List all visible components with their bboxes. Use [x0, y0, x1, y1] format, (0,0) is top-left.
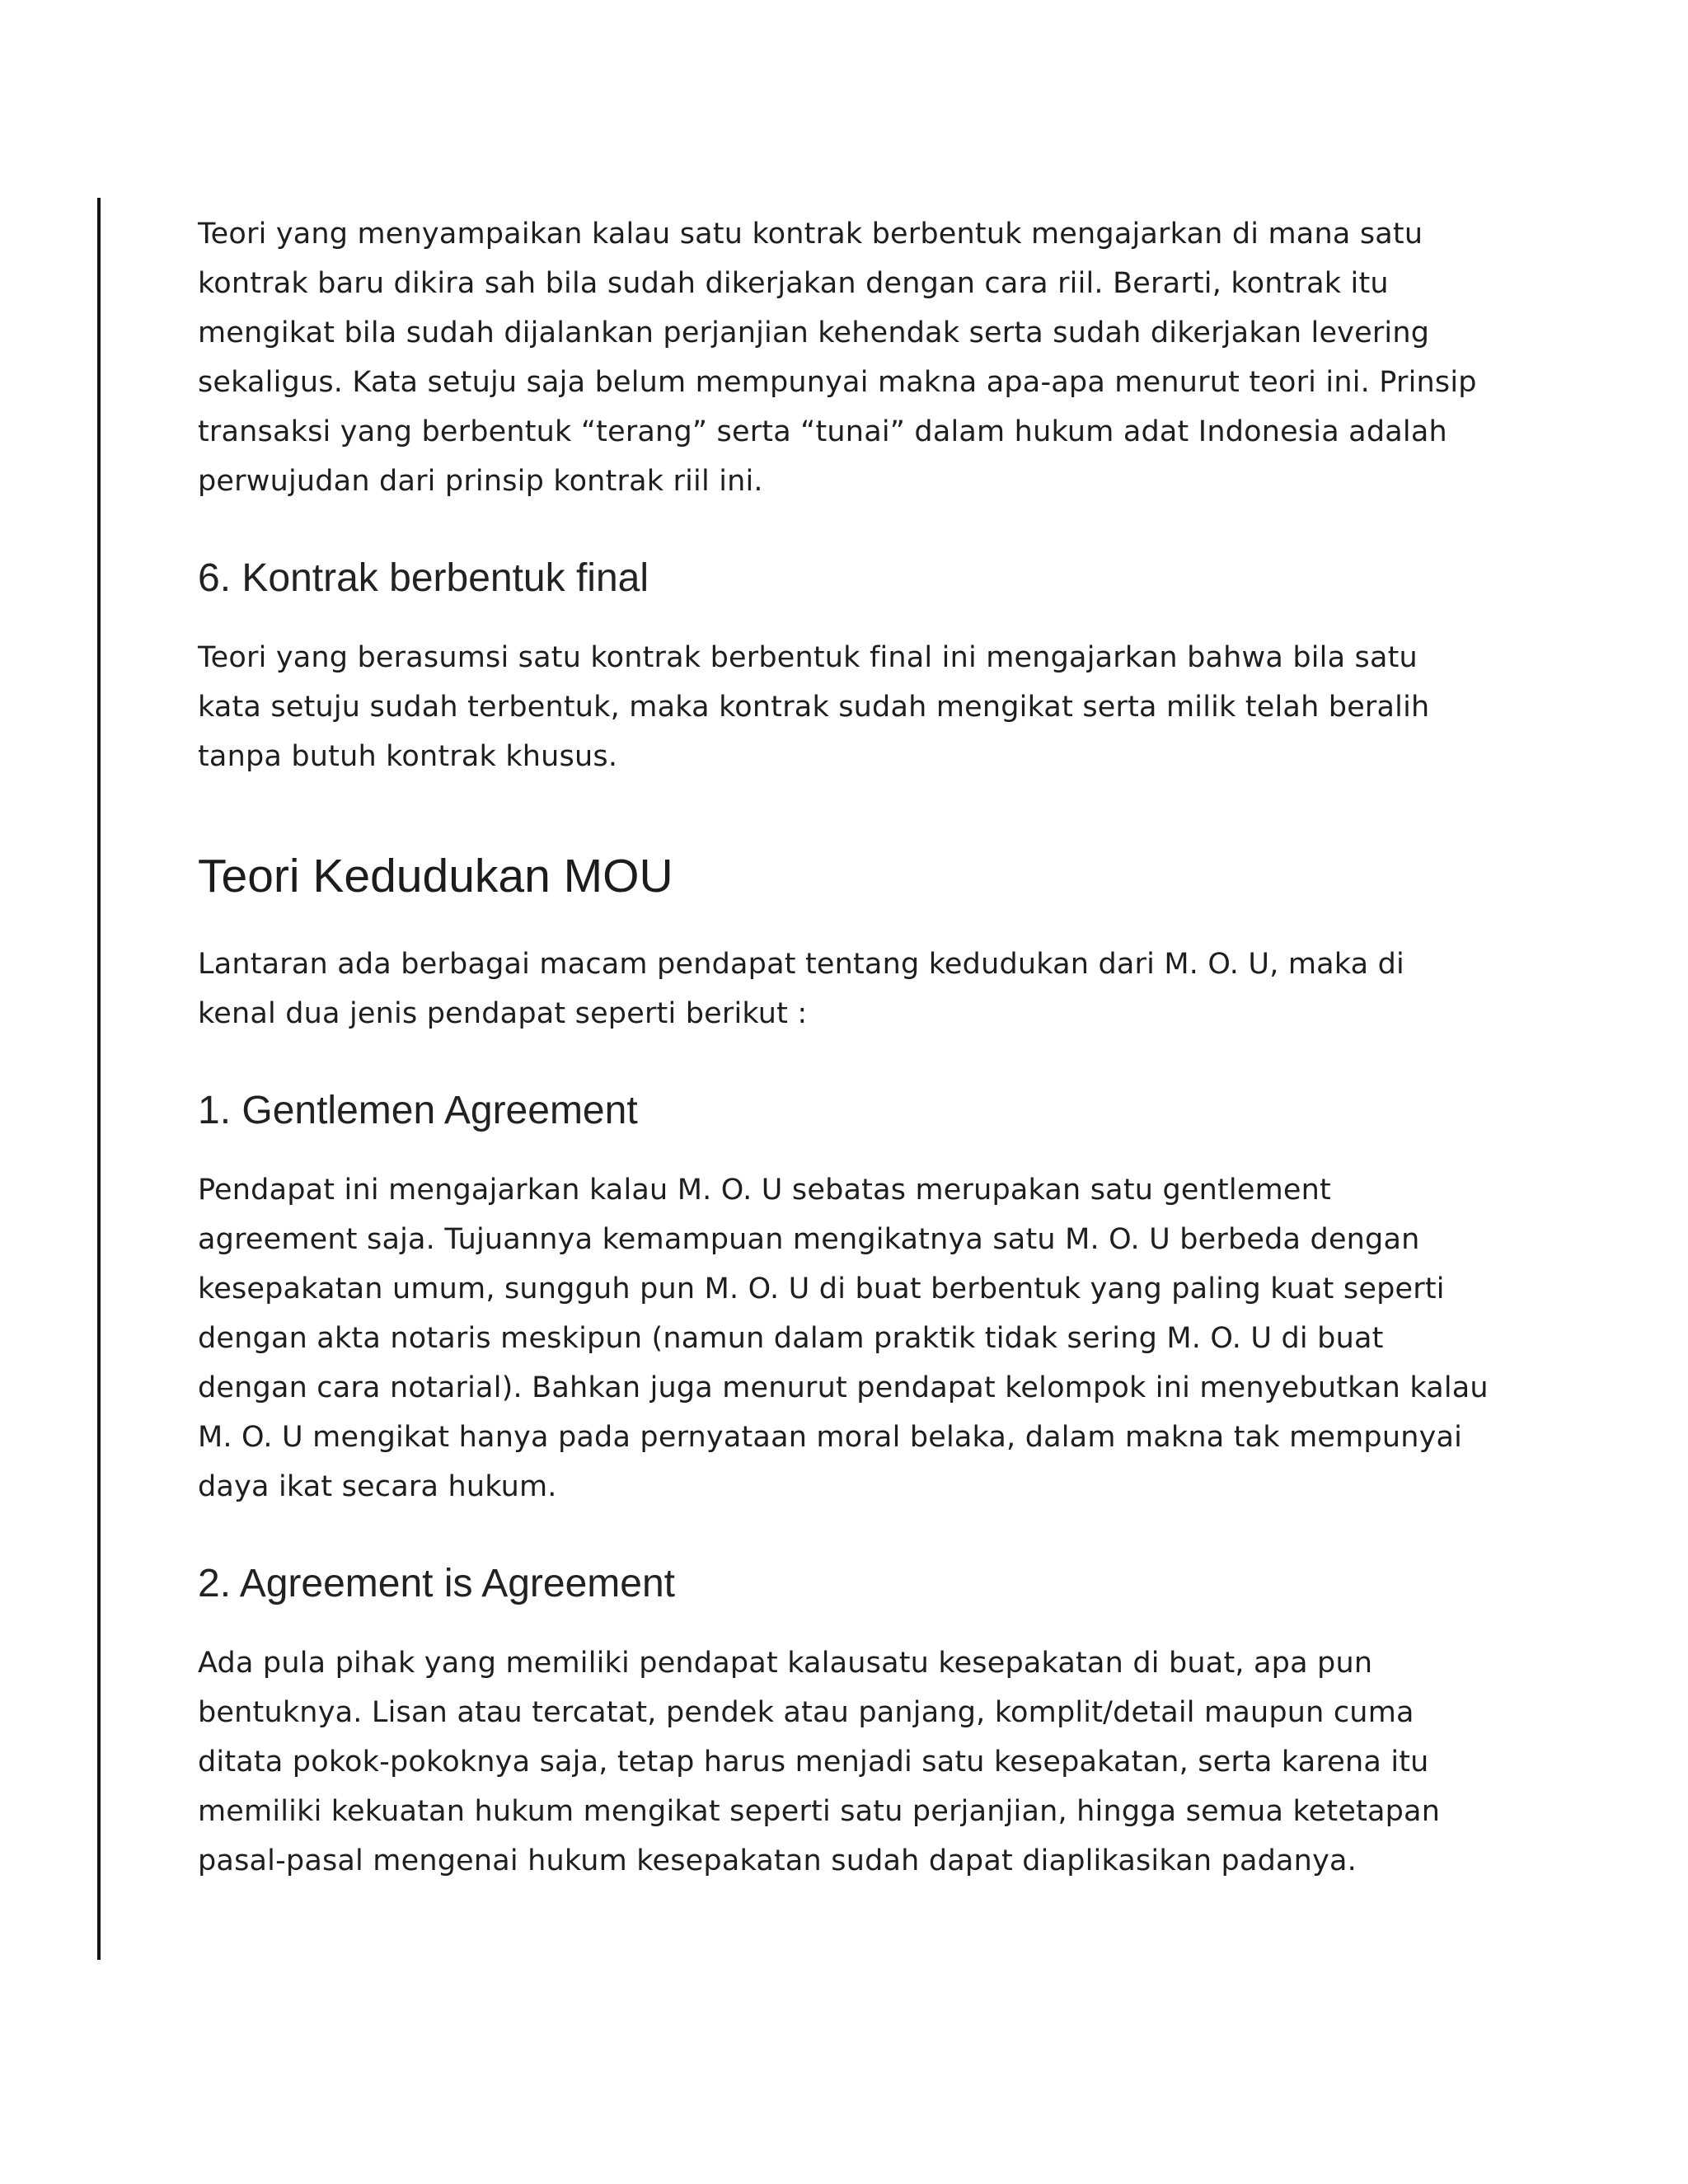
text-line: bentuknya. Lisan atau tercatat, pendek atau panjang, komplit/detail maupun cuma: [198, 1696, 1414, 1729]
text-line: M. O. U mengikat hanya pada pernyataan moral belaka, dalam makna tak mempunyai: [198, 1421, 1463, 1454]
heading-agreement-is-agreement: 2. Agreement is Agreement: [198, 1562, 675, 1605]
heading-teori-kedudukan-mou: Teori Kedudukan MOU: [198, 850, 673, 902]
paragraph-mou: [198, 940, 1517, 1038]
text-line: sekaligus. Kata setuju saja belum mempunyai makna apa-apa menurut teori ini. Prinsip: [198, 366, 1477, 399]
text-line: Teori yang berasumsi satu kontrak berbentuk final ini mengajarkan bahwa bila satu: [198, 641, 1418, 674]
text-line: dengan akta notaris meskipun (namun dalam praktik tidak sering M. O. U di buat: [198, 1322, 1384, 1355]
text-line: Pendapat ini mengajarkan kalau M. O. U sebatas merupakan satu gentlement: [198, 1174, 1331, 1207]
heading-gentlemen-agreement: 1. Gentlemen Agreement: [198, 1089, 638, 1132]
margin-rule: [97, 198, 101, 1960]
paragraph-gentlemen-agreement: [198, 1165, 1517, 1511]
paragraph-intro: [198, 209, 1517, 506]
text-line: mengikat bila sudah dijalankan perjanjian kehendak serta sudah dikerjakan levering: [198, 316, 1430, 349]
text-line: tanpa butuh kontrak khusus.: [198, 740, 618, 773]
text-line: kata setuju sudah terbentuk, maka kontrak sudah mengikat serta milik telah beralih: [198, 691, 1430, 724]
paragraph-agreement-is-agreement: [198, 1638, 1517, 1886]
heading-kontrak-final: 6. Kontrak berbentuk final: [198, 556, 649, 600]
text-line: ditata pokok-pokoknya saja, tetap harus menjadi satu kesepakatan, serta karena itu: [198, 1746, 1429, 1779]
text-line: perwujudan dari prinsip kontrak riil ini.: [198, 465, 763, 498]
text-line: dengan cara notarial). Bahkan juga menurut pendapat kelompok ini menyebutkan kalau: [198, 1371, 1489, 1404]
text-line: kontrak baru dikira sah bila sudah dikerjakan dengan cara riil. Berarti, kontrak itu: [198, 267, 1389, 300]
text-line: kenal dua jenis pendapat seperti berikut :: [198, 997, 808, 1030]
text-line: agreement saja. Tujuannya kemampuan mengikatnya satu M. O. U berbeda dengan: [198, 1223, 1420, 1256]
document-page: [198, 209, 1517, 1886]
text-line: memiliki kekuatan hukum mengikat seperti satu perjanjian, hingga semua ketetapan: [198, 1795, 1441, 1828]
text-line: Teori yang menyampaikan kalau satu kontrak berbentuk mengajarkan di mana satu: [198, 218, 1423, 251]
text-line: pasal-pasal mengenai hukum kesepakatan sudah dapat diaplikasikan padanya.: [198, 1844, 1357, 1877]
text-line: kesepakatan umum, sungguh pun M. O. U di buat berbentuk yang paling kuat seperti: [198, 1272, 1445, 1305]
paragraph-kontrak-final: [198, 633, 1517, 781]
text-line: Lantaran ada berbagai macam pendapat tentang kedudukan dari M. O. U, maka di: [198, 948, 1404, 981]
text-line: Ada pula pihak yang memiliki pendapat kalausatu kesepakatan di buat, apa pun: [198, 1647, 1373, 1680]
text-line: daya ikat secara hukum.: [198, 1470, 557, 1503]
text-line: transaksi yang berbentuk “terang” serta “tunai” dalam hukum adat Indonesia adalah: [198, 415, 1447, 448]
